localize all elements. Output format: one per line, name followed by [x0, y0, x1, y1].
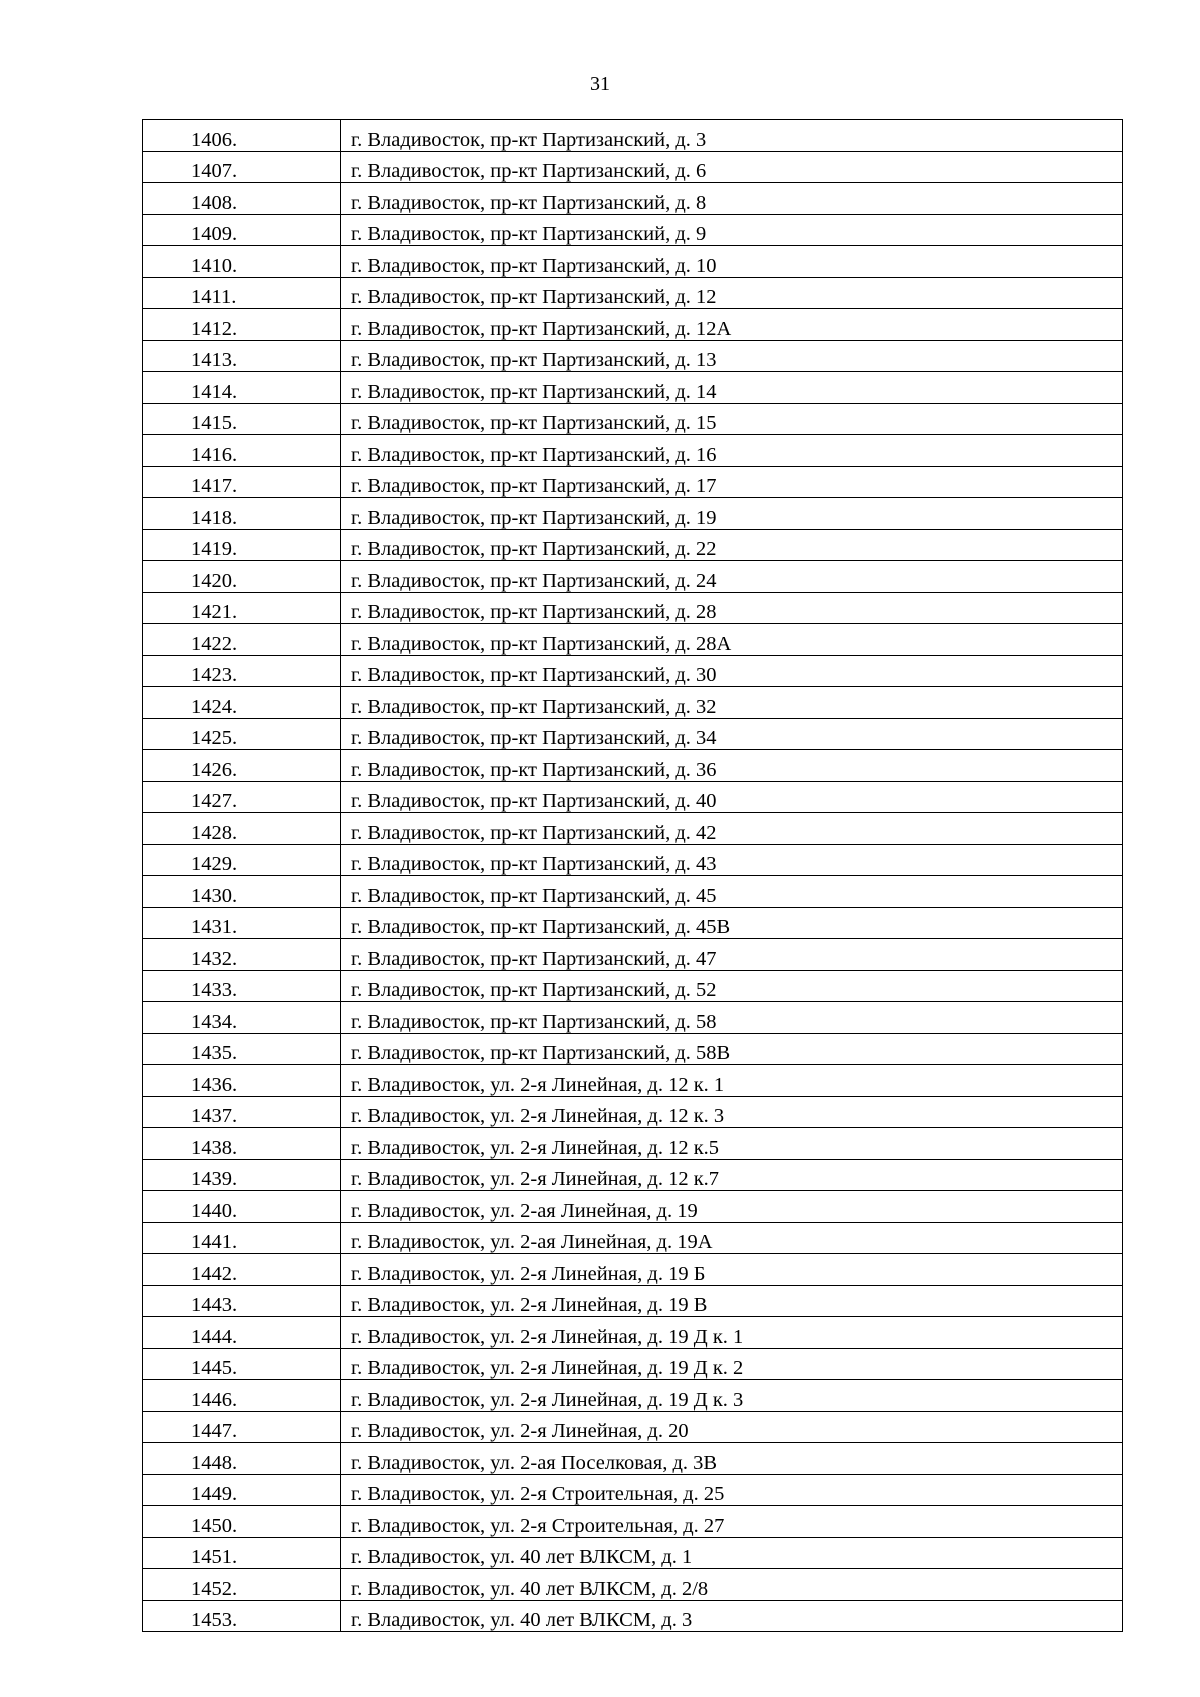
table-row	[143, 592, 1123, 624]
table-row	[143, 1159, 1123, 1191]
row-address: г. Владивосток, пр-кт Партизанский, д. 45	[341, 876, 1123, 908]
table-row	[143, 1317, 1123, 1349]
row-number: 1407.	[143, 151, 341, 183]
table-row	[143, 1600, 1123, 1632]
address-table	[142, 119, 1123, 1632]
row-number: 1451.	[143, 1537, 341, 1569]
row-number: 1424.	[143, 687, 341, 719]
row-number: 1447.	[143, 1411, 341, 1443]
row-address: г. Владивосток, пр-кт Партизанский, д. 14	[341, 372, 1123, 404]
row-number: 1438.	[143, 1128, 341, 1160]
row-address: г. Владивосток, ул. 2-я Линейная, д. 19 Д к. 2	[341, 1348, 1123, 1380]
row-number: 1446.	[143, 1380, 341, 1412]
row-number: 1440.	[143, 1191, 341, 1223]
row-address: г. Владивосток, пр-кт Партизанский, д. 58	[341, 1002, 1123, 1034]
row-address: г. Владивосток, ул. 2-ая Линейная, д. 19	[341, 1191, 1123, 1223]
page-number: 31	[590, 73, 610, 95]
row-address: г. Владивосток, ул. 40 лет ВЛКСМ, д. 1	[341, 1537, 1123, 1569]
table-row	[143, 1254, 1123, 1286]
table-row	[143, 844, 1123, 876]
row-number: 1411.	[143, 277, 341, 309]
table-row	[143, 813, 1123, 845]
row-number: 1413.	[143, 340, 341, 372]
row-number: 1428.	[143, 813, 341, 845]
table-row	[143, 1348, 1123, 1380]
table-row	[143, 1191, 1123, 1223]
row-number: 1425.	[143, 718, 341, 750]
table-row	[143, 1380, 1123, 1412]
table-row	[143, 655, 1123, 687]
table-row	[143, 1474, 1123, 1506]
table-row	[143, 277, 1123, 309]
row-address: г. Владивосток, пр-кт Партизанский, д. 15	[341, 403, 1123, 435]
row-address: г. Владивосток, пр-кт Партизанский, д. 43	[341, 844, 1123, 876]
row-number: 1452.	[143, 1569, 341, 1601]
table-row	[143, 750, 1123, 782]
row-address: г. Владивосток, пр-кт Партизанский, д. 42	[341, 813, 1123, 845]
row-address: г. Владивосток, пр-кт Партизанский, д. 19	[341, 498, 1123, 530]
table-row	[143, 120, 1123, 152]
table-row	[143, 1222, 1123, 1254]
table-row	[143, 624, 1123, 656]
table-row	[143, 561, 1123, 593]
row-address: г. Владивосток, ул. 2-я Строительная, д. 27	[341, 1506, 1123, 1538]
row-number: 1449.	[143, 1474, 341, 1506]
row-address: г. Владивосток, пр-кт Партизанский, д. 52	[341, 970, 1123, 1002]
row-address: г. Владивосток, ул. 2-я Линейная, д. 19 Б	[341, 1254, 1123, 1286]
table-row	[143, 907, 1123, 939]
row-address: г. Владивосток, ул. 2-я Линейная, д. 12 к.7	[341, 1159, 1123, 1191]
row-number: 1436.	[143, 1065, 341, 1097]
row-address: г. Владивосток, ул. 40 лет ВЛКСМ, д. 3	[341, 1600, 1123, 1632]
row-number: 1410.	[143, 246, 341, 278]
row-address: г. Владивосток, пр-кт Партизанский, д. 40	[341, 781, 1123, 813]
row-address: г. Владивосток, пр-кт Партизанский, д. 12	[341, 277, 1123, 309]
row-number: 1450.	[143, 1506, 341, 1538]
table-row	[143, 183, 1123, 215]
row-number: 1430.	[143, 876, 341, 908]
table-row	[143, 340, 1123, 372]
row-address: г. Владивосток, пр-кт Партизанский, д. 13	[341, 340, 1123, 372]
row-address: г. Владивосток, пр-кт Партизанский, д. 22	[341, 529, 1123, 561]
table-row	[143, 214, 1123, 246]
row-address: г. Владивосток, пр-кт Партизанский, д. 32	[341, 687, 1123, 719]
row-address: г. Владивосток, пр-кт Партизанский, д. 3	[341, 120, 1123, 152]
table-row	[143, 876, 1123, 908]
row-number: 1406.	[143, 120, 341, 152]
row-number: 1448.	[143, 1443, 341, 1475]
row-address: г. Владивосток, пр-кт Партизанский, д. 30	[341, 655, 1123, 687]
row-address: г. Владивосток, ул. 2-ая Линейная, д. 19А	[341, 1222, 1123, 1254]
table-row	[143, 1443, 1123, 1475]
row-number: 1426.	[143, 750, 341, 782]
row-number: 1434.	[143, 1002, 341, 1034]
row-address: г. Владивосток, пр-кт Партизанский, д. 47	[341, 939, 1123, 971]
row-number: 1429.	[143, 844, 341, 876]
table-row	[143, 939, 1123, 971]
row-number: 1423.	[143, 655, 341, 687]
table-row	[143, 309, 1123, 341]
table-row	[143, 1411, 1123, 1443]
row-address: г. Владивосток, ул. 2-я Линейная, д. 19 В	[341, 1285, 1123, 1317]
table-row	[143, 498, 1123, 530]
row-address: г. Владивосток, пр-кт Партизанский, д. 17	[341, 466, 1123, 498]
table-row	[143, 403, 1123, 435]
row-number: 1420.	[143, 561, 341, 593]
row-address: г. Владивосток, пр-кт Партизанский, д. 16	[341, 435, 1123, 467]
table-row	[143, 372, 1123, 404]
row-address: г. Владивосток, пр-кт Партизанский, д. 24	[341, 561, 1123, 593]
row-number: 1433.	[143, 970, 341, 1002]
row-number: 1409.	[143, 214, 341, 246]
table-row	[143, 718, 1123, 750]
table-row	[143, 781, 1123, 813]
table-row	[143, 1065, 1123, 1097]
table-row	[143, 435, 1123, 467]
row-number: 1415.	[143, 403, 341, 435]
table-row	[143, 1537, 1123, 1569]
row-number: 1416.	[143, 435, 341, 467]
row-address: г. Владивосток, пр-кт Партизанский, д. 6	[341, 151, 1123, 183]
row-number: 1421.	[143, 592, 341, 624]
row-address: г. Владивосток, пр-кт Партизанский, д. 58В	[341, 1033, 1123, 1065]
row-number: 1419.	[143, 529, 341, 561]
table-row	[143, 529, 1123, 561]
row-address: г. Владивосток, ул. 2-ая Поселковая, д. 3В	[341, 1443, 1123, 1475]
row-number: 1444.	[143, 1317, 341, 1349]
row-address: г. Владивосток, пр-кт Партизанский, д. 28А	[341, 624, 1123, 656]
row-address: г. Владивосток, пр-кт Партизанский, д. 28	[341, 592, 1123, 624]
row-number: 1443.	[143, 1285, 341, 1317]
row-number: 1408.	[143, 183, 341, 215]
table-row	[143, 1002, 1123, 1034]
table-row	[143, 687, 1123, 719]
table-row	[143, 1569, 1123, 1601]
row-address: г. Владивосток, ул. 2-я Линейная, д. 19 Д к. 3	[341, 1380, 1123, 1412]
row-address: г. Владивосток, пр-кт Партизанский, д. 36	[341, 750, 1123, 782]
row-number: 1432.	[143, 939, 341, 971]
row-number: 1418.	[143, 498, 341, 530]
row-number: 1439.	[143, 1159, 341, 1191]
row-address: г. Владивосток, пр-кт Партизанский, д. 8	[341, 183, 1123, 215]
row-address: г. Владивосток, ул. 2-я Линейная, д. 12 к.5	[341, 1128, 1123, 1160]
row-address: г. Владивосток, пр-кт Партизанский, д. 9	[341, 214, 1123, 246]
row-number: 1435.	[143, 1033, 341, 1065]
row-address: г. Владивосток, ул. 2-я Строительная, д. 25	[341, 1474, 1123, 1506]
row-address: г. Владивосток, ул. 2-я Линейная, д. 20	[341, 1411, 1123, 1443]
row-number: 1431.	[143, 907, 341, 939]
table-row	[143, 1128, 1123, 1160]
table-row	[143, 1506, 1123, 1538]
row-number: 1414.	[143, 372, 341, 404]
row-number: 1453.	[143, 1600, 341, 1632]
row-address: г. Владивосток, ул. 2-я Линейная, д. 12 к. 3	[341, 1096, 1123, 1128]
address-table-body	[143, 120, 1123, 1632]
row-address: г. Владивосток, пр-кт Партизанский, д. 10	[341, 246, 1123, 278]
row-address: г. Владивосток, ул. 2-я Линейная, д. 12 к. 1	[341, 1065, 1123, 1097]
table-row	[143, 466, 1123, 498]
row-address: г. Владивосток, пр-кт Партизанский, д. 12А	[341, 309, 1123, 341]
row-address: г. Владивосток, ул. 40 лет ВЛКСМ, д. 2/8	[341, 1569, 1123, 1601]
table-row	[143, 1096, 1123, 1128]
table-row	[143, 151, 1123, 183]
row-address: г. Владивосток, пр-кт Партизанский, д. 45В	[341, 907, 1123, 939]
row-number: 1422.	[143, 624, 341, 656]
row-address: г. Владивосток, ул. 2-я Линейная, д. 19 Д к. 1	[341, 1317, 1123, 1349]
row-number: 1417.	[143, 466, 341, 498]
table-row	[143, 970, 1123, 1002]
row-number: 1412.	[143, 309, 341, 341]
row-number: 1442.	[143, 1254, 341, 1286]
table-row	[143, 1285, 1123, 1317]
table-row	[143, 1033, 1123, 1065]
row-number: 1445.	[143, 1348, 341, 1380]
table-row	[143, 246, 1123, 278]
row-address: г. Владивосток, пр-кт Партизанский, д. 34	[341, 718, 1123, 750]
row-number: 1441.	[143, 1222, 341, 1254]
row-number: 1437.	[143, 1096, 341, 1128]
row-number: 1427.	[143, 781, 341, 813]
